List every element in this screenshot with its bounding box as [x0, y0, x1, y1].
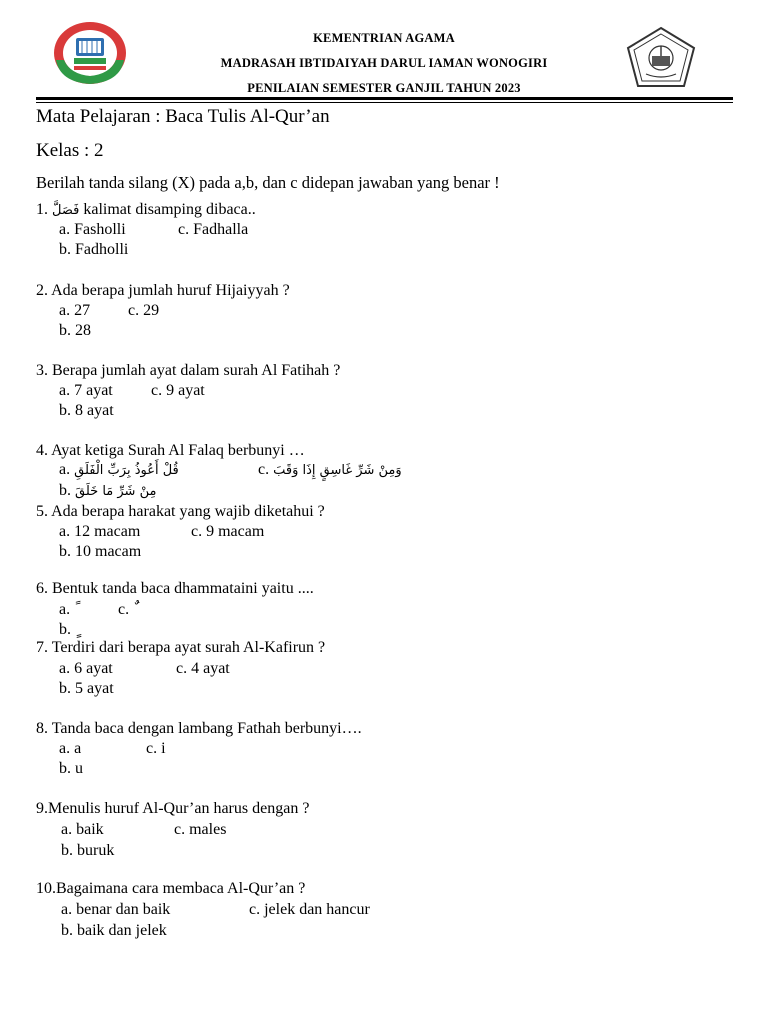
option-a[interactable]: a. benar dan baik: [61, 901, 171, 918]
option-b[interactable]: b. 28: [59, 322, 91, 339]
question-number: 3.: [36, 362, 48, 379]
class-line: Kelas : 2: [36, 140, 104, 161]
question-4: [36, 442, 305, 460]
header-rule-thin: [36, 102, 733, 103]
header-rule-thick: [36, 97, 733, 100]
option-label: c.: [258, 461, 270, 478]
exam-title: PENILAIAN SEMESTER GANJIL TAHUN 2023: [247, 81, 521, 95]
question-7: [36, 639, 325, 657]
question-text: kalimat disamping dibaca..: [83, 201, 256, 218]
question-5: [36, 503, 325, 521]
question-number: 1.: [36, 201, 48, 218]
option-label: a.: [59, 461, 71, 478]
option-c[interactable]: [118, 599, 133, 619]
question-number: 7.: [36, 639, 48, 656]
option-label: b.: [59, 621, 71, 638]
question-number: 6.: [36, 580, 48, 597]
option-a[interactable]: a. 27: [59, 302, 91, 319]
kemenag-emblem-icon: [624, 26, 698, 90]
option-b[interactable]: b. Fadholli: [59, 241, 129, 258]
option-c[interactable]: c. 9 macam: [191, 523, 265, 540]
option-label: c.: [118, 601, 130, 618]
option-a[interactable]: a. baik: [61, 821, 104, 838]
option-a[interactable]: [59, 599, 74, 619]
question-number: 5.: [36, 503, 48, 520]
option-a[interactable]: a. 12 macam: [59, 523, 141, 540]
option-b[interactable]: b. buruk: [61, 842, 115, 859]
option-c[interactable]: c. jelek dan hancur: [249, 901, 370, 918]
question-1: [36, 201, 256, 219]
ministry-title: KEMENTRIAN AGAMA: [313, 31, 455, 45]
option-c[interactable]: c. i: [146, 740, 166, 757]
arabic-verse: وَمِنْ شَرِّ غَاسِقٍ إِذَا وَقَبَ: [273, 463, 402, 478]
question-text: Ada berapa jumlah huruf Hijaiyyah ?: [51, 282, 290, 299]
option-a[interactable]: [59, 461, 179, 479]
option-c[interactable]: c. 4 ayat: [176, 660, 230, 677]
option-b[interactable]: [59, 482, 156, 500]
arabic-verse: قُلْ أَعُوذُ بِرَبِّ الْفَلَقِ: [74, 463, 179, 478]
option-c[interactable]: [258, 461, 402, 479]
arabic-word: فَصَلَّ: [52, 203, 80, 218]
subject-line: Mata Pelajaran : Baca Tulis Al-Qur’an: [36, 106, 330, 127]
option-b[interactable]: b. 10 macam: [59, 543, 142, 560]
option-a[interactable]: a. a: [59, 740, 82, 757]
option-c[interactable]: c. Fadhalla: [178, 221, 249, 238]
letterhead: [0, 0, 768, 100]
question-number: 8.: [36, 720, 48, 737]
option-label: a.: [59, 601, 71, 618]
question-text: Berapa jumlah ayat dalam surah Al Fatihah ?: [52, 362, 341, 379]
question-8: [36, 720, 362, 738]
option-a[interactable]: a. 6 ayat: [59, 660, 113, 677]
option-b[interactable]: b. 8 ayat: [59, 402, 114, 419]
question-3: [36, 362, 340, 380]
question-text: Ayat ketiga Surah Al Falaq berbunyi …: [51, 442, 305, 459]
question-text: Terdiri dari berapa ayat surah Al-Kafirun ?: [51, 639, 326, 656]
question-text: Tanda baca dengan lambang Fathah berbunyi….: [51, 720, 362, 737]
question-9: [36, 800, 309, 818]
option-b[interactable]: b. 5 ayat: [59, 680, 114, 697]
option-b[interactable]: [59, 619, 75, 639]
option-label: b.: [59, 482, 71, 499]
question-text: Bentuk tanda baca dhammataini yaitu ....: [52, 580, 314, 597]
school-name: MADRASAH IBTIDAIYAH DARUL IAMAN WONOGIRI: [220, 56, 548, 70]
arabic-verse: مِنْ شَرِّ مَا خَلَقَ: [75, 484, 157, 499]
option-c[interactable]: c. males: [174, 821, 227, 838]
option-b[interactable]: b. u: [59, 760, 83, 777]
option-a[interactable]: a. 7 ayat: [59, 382, 113, 399]
madrasah-logo-icon: [52, 20, 128, 86]
question-text: 10.Bagaimana cara membaca Al-Qur’an ?: [36, 880, 306, 897]
question-number: 2.: [36, 282, 48, 299]
option-c[interactable]: c. 29: [128, 302, 160, 319]
instruction-line: Berilah tanda silang (X) pada a,b, dan c didepan jawaban yang benar !: [36, 173, 500, 192]
option-a[interactable]: a. Fasholli: [59, 221, 126, 238]
question-text: 9.Menulis huruf Al-Qur’an harus dengan ?: [36, 800, 310, 817]
question-2: [36, 282, 290, 300]
option-c[interactable]: c. 9 ayat: [151, 382, 205, 399]
option-b[interactable]: b. baik dan jelek: [61, 922, 167, 939]
question-10: [36, 880, 305, 898]
question-number: 4.: [36, 442, 48, 459]
question-6: [36, 580, 314, 598]
question-text: Ada berapa harakat yang wajib diketahui ?: [51, 503, 325, 520]
